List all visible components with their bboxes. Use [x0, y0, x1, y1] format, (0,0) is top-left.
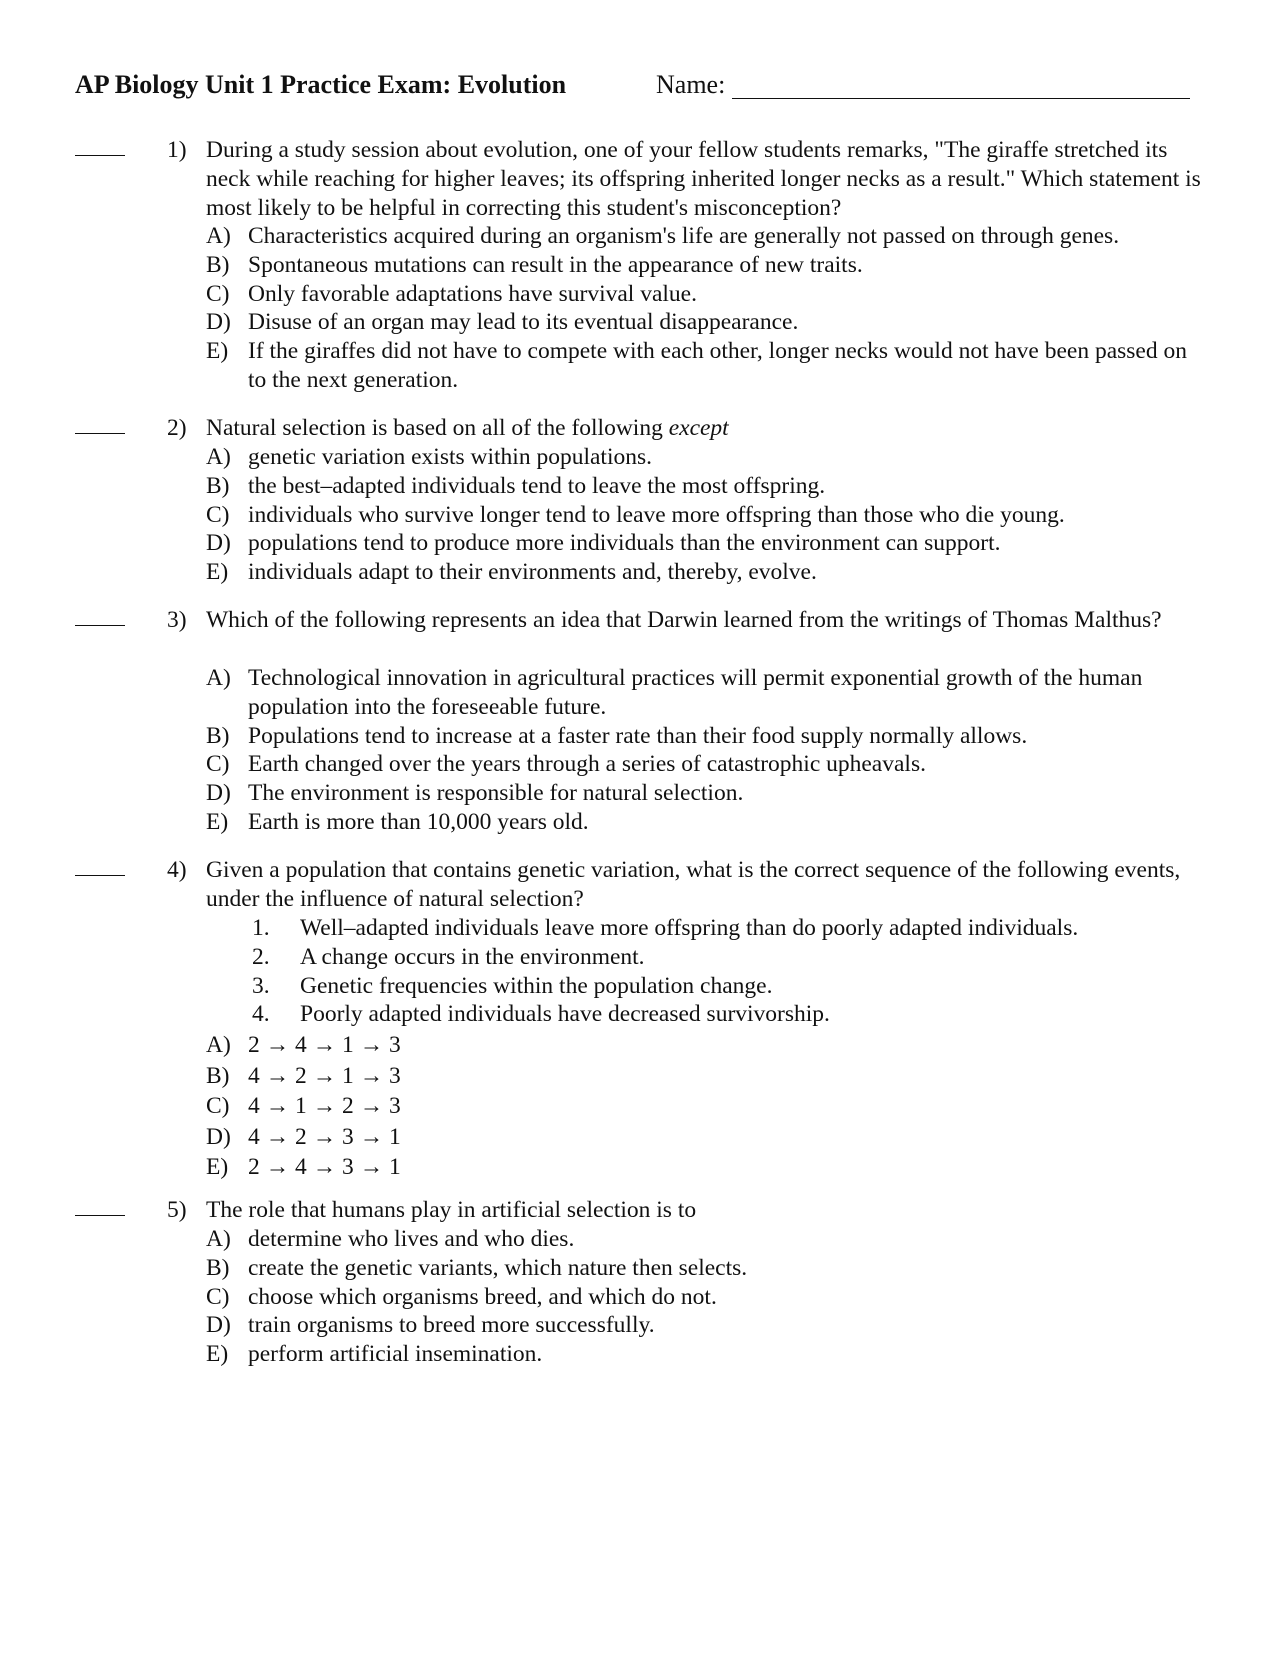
option-letter: E): [206, 1341, 229, 1368]
option-e: [206, 558, 1206, 587]
options-list: [206, 1030, 1206, 1183]
option-letter: A): [206, 444, 231, 470]
question-text: The role that humans play in artificial selection is to: [206, 1197, 697, 1223]
option-text: individuals who survive longer tend to leave more offspring than those who die young.: [248, 501, 1065, 528]
option-text: Earth is more than 10,000 years old.: [248, 808, 589, 835]
option-b: [206, 1061, 1206, 1092]
option-letter: B): [206, 472, 230, 499]
option-a: [206, 443, 1206, 472]
event-text: Genetic frequencies within the population change.: [300, 972, 773, 999]
option-e: [206, 1152, 1206, 1183]
option-letter: B): [206, 251, 230, 278]
option-text: If the giraffes did not have to compete with each other, longer necks would not have been passed on to the next generation.: [248, 338, 1187, 393]
option-b: [206, 472, 1206, 501]
question-text: [206, 414, 1206, 443]
option-e: [206, 1340, 1206, 1369]
option-letter: D): [206, 780, 231, 807]
options-list: [206, 664, 1206, 837]
option-a: [206, 222, 1206, 251]
option-letter: C): [206, 501, 230, 528]
question-text: Given a population that contains genetic variation, what is the correct sequence of the following events, under the influence of natural selection?: [206, 857, 1181, 912]
option-c: [206, 280, 1206, 309]
option-d: [206, 1311, 1206, 1340]
option-text: create the genetic variants, which nature then selects.: [248, 1254, 748, 1281]
option-text: Spontaneous mutations can result in the appearance of new traits.: [248, 251, 863, 278]
name-field-line[interactable]: [732, 98, 1190, 99]
option-text: train organisms to breed more successfully.: [248, 1312, 655, 1339]
event-item: [252, 972, 1152, 1001]
option-text: Technological innovation in agricultural practices will permit exponential growth of the human population into the foreseeable future.: [248, 665, 1143, 720]
question-number: 4): [167, 857, 187, 883]
option-d: [206, 779, 1206, 808]
option-text: 4 → 2 → 1 → 3: [248, 1062, 401, 1089]
option-letter: C): [206, 280, 230, 307]
option-letter: A): [206, 223, 231, 249]
exam-header: [75, 70, 1205, 110]
option-b: [206, 722, 1206, 751]
option-letter: C): [206, 1093, 230, 1119]
event-item: [252, 1000, 1152, 1029]
question-number: 1): [167, 137, 187, 163]
option-d: [206, 1122, 1206, 1153]
name-label: Name:: [656, 70, 726, 99]
option-c: [206, 1091, 1206, 1122]
option-letter: A): [206, 665, 231, 691]
option-text: choose which organisms breed, and which do not.: [248, 1283, 717, 1310]
event-text: Well–adapted individuals leave more offspring than do poorly adapted individuals.: [300, 915, 1079, 941]
option-text: 2 → 4 → 3 → 1: [248, 1154, 401, 1180]
options-list: [206, 443, 1206, 587]
option-c: [206, 1283, 1206, 1312]
question-stem: Natural selection is based on all of the following: [206, 415, 663, 441]
event-number: 1.: [252, 915, 270, 941]
page-title: AP Biology Unit 1 Practice Exam: Evolution: [75, 70, 567, 99]
option-text: 2 → 4 → 1 → 3: [248, 1032, 401, 1058]
option-a: [206, 1225, 1206, 1254]
option-text: 4 → 2 → 3 → 1: [248, 1123, 401, 1150]
option-letter: A): [206, 1032, 231, 1058]
option-e: [206, 808, 1206, 837]
question-number: 3): [167, 607, 187, 633]
option-letter: E): [206, 1154, 229, 1180]
option-letter: D): [206, 1312, 231, 1339]
option-e: [206, 337, 1206, 395]
event-item: [252, 943, 1152, 972]
option-letter: D): [206, 309, 231, 336]
option-text: determine who lives and who dies.: [248, 1226, 575, 1252]
answer-blank[interactable]: [75, 625, 125, 626]
option-text: genetic variation exists within populations.: [248, 444, 652, 470]
answer-blank[interactable]: [75, 1215, 125, 1216]
options-list: [206, 1225, 1206, 1369]
option-letter: E): [206, 559, 229, 586]
option-text: individuals adapt to their environments and, thereby, evolve.: [248, 559, 817, 586]
option-letter: B): [206, 1254, 230, 1281]
option-text: Characteristics acquired during an organism's life are generally not passed on through genes.: [248, 223, 1120, 249]
option-letter: A): [206, 1226, 231, 1252]
question-emphasis: except: [668, 415, 729, 441]
option-letter: B): [206, 1062, 230, 1089]
answer-blank[interactable]: [75, 875, 125, 876]
option-letter: E): [206, 338, 229, 365]
question-number: 2): [167, 415, 187, 441]
option-letter: C): [206, 1283, 230, 1310]
answer-blank[interactable]: [75, 155, 125, 156]
option-b: [206, 1254, 1206, 1283]
event-number: 3.: [252, 972, 270, 999]
question-text: During a study session about evolution, one of your fellow students remarks, "The giraffe stretched its neck while reaching for higher leaves; its offspring inherited longer necks as a result." Which statement is most likely to be helpful in correcting this student's misconception?: [206, 137, 1201, 221]
option-d: [206, 308, 1206, 337]
answer-blank[interactable]: [75, 433, 125, 434]
option-text: perform artificial insemination.: [248, 1341, 543, 1368]
option-text: 4 → 1 → 2 → 3: [248, 1093, 401, 1119]
option-c: [206, 501, 1206, 530]
event-text: A change occurs in the environment.: [300, 943, 645, 970]
question-text: Which of the following represents an idea that Darwin learned from the writings of Thomas Malthus?: [206, 607, 1162, 633]
options-list: [206, 222, 1206, 395]
question-number: 5): [167, 1197, 187, 1223]
option-text: Earth changed over the years through a series of catastrophic upheavals.: [248, 751, 926, 778]
option-text: Only favorable adaptations have survival value.: [248, 280, 697, 307]
option-letter: E): [206, 808, 229, 835]
event-list: [252, 914, 1152, 1029]
option-letter: B): [206, 722, 230, 749]
event-item: [252, 914, 1152, 943]
option-text: Disuse of an organ may lead to its eventual disappearance.: [248, 309, 799, 336]
option-a: [206, 664, 1206, 722]
option-d: [206, 529, 1206, 558]
option-c: [206, 750, 1206, 779]
option-a: [206, 1030, 1206, 1061]
event-number: 2.: [252, 943, 270, 970]
option-text: populations tend to produce more individuals than the environment can support.: [248, 530, 1001, 557]
option-letter: D): [206, 1123, 231, 1150]
option-text: Populations tend to increase at a faster rate than their food supply normally allows.: [248, 722, 1028, 749]
option-letter: C): [206, 751, 230, 778]
option-text: the best–adapted individuals tend to leave the most offspring.: [248, 472, 826, 499]
event-text: Poorly adapted individuals have decreased survivorship.: [300, 1001, 830, 1028]
event-number: 4.: [252, 1001, 270, 1028]
option-text: The environment is responsible for natural selection.: [248, 780, 744, 807]
option-b: [206, 251, 1206, 280]
option-letter: D): [206, 530, 231, 557]
